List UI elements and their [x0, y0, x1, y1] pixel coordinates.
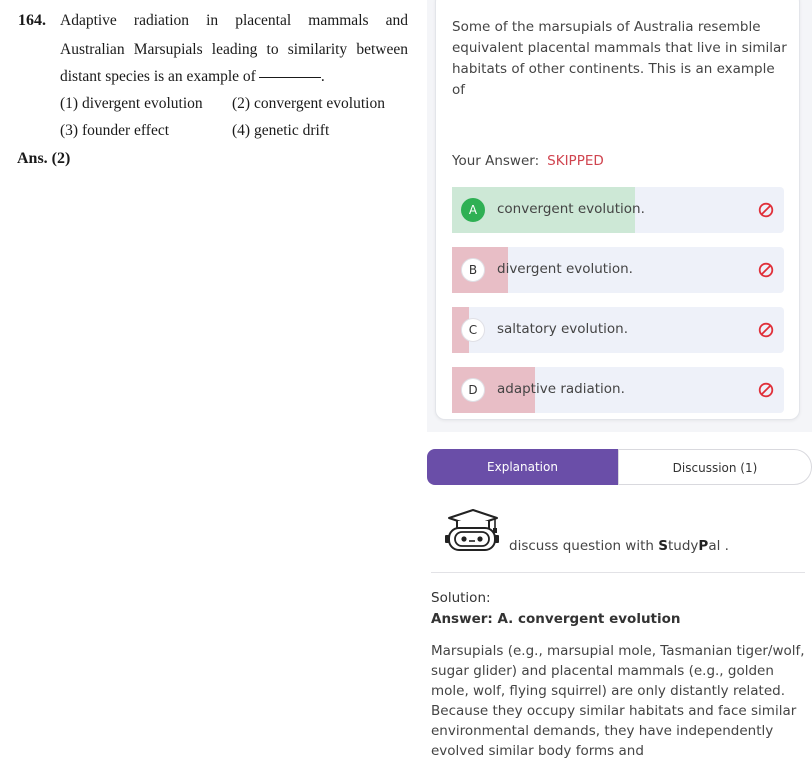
book-question-line-2: Australian Marsupials leading to similarity between [60, 41, 408, 58]
option-a[interactable] [452, 187, 784, 233]
question-number: 164. [18, 12, 46, 29]
ban-icon [758, 202, 774, 218]
book-option-2: (2) convergent evolution [232, 95, 385, 112]
studypal-suffix: . [720, 538, 729, 554]
ban-icon [758, 262, 774, 278]
book-option-1: (1) divergent evolution [60, 95, 203, 112]
tab-discussion[interactable]: Discussion (1) [618, 449, 812, 485]
option-b-letter: B [461, 258, 485, 282]
option-d-letter: D [461, 378, 485, 402]
your-answer-value: SKIPPED [547, 153, 604, 169]
studypal-prefix: discuss question with [509, 538, 659, 554]
option-c-text: saltatory evolution. [497, 321, 629, 337]
book-answer: Ans. (2) [17, 150, 71, 167]
option-d[interactable] [452, 367, 784, 413]
book-option-3: (3) founder effect [60, 122, 170, 139]
question-text: Some of the marsupials of Australia resemble equivalent placental mammals that live in similar habitats of other continents. This is an example of [452, 19, 787, 98]
option-b[interactable] [452, 247, 784, 293]
question-card [435, 0, 800, 420]
option-a-letter: A [461, 198, 485, 222]
your-answer-label: Your Answer: [452, 153, 540, 169]
book-option-4: (4) genetic drift [232, 122, 330, 139]
solution-answer: Answer: A. convergent evolution [431, 611, 681, 627]
studypal-text [509, 538, 729, 554]
your-answer [452, 153, 604, 169]
blank-line [259, 77, 321, 78]
solution-label: Solution: [431, 590, 491, 606]
tab-explanation[interactable]: Explanation [427, 449, 618, 485]
studypal-link[interactable] [443, 504, 803, 562]
ban-icon [758, 382, 774, 398]
option-b-text: divergent evolution. [497, 261, 633, 277]
book-question-line-1: Adaptive radiation in placental mammals and [60, 12, 408, 29]
book-question-line-3-text: distant species is an example of [60, 68, 256, 85]
tab-bar [427, 449, 812, 485]
studypal-brand-tudy: tudy [667, 538, 699, 554]
divider [431, 572, 805, 573]
studypal-brand-al: al [708, 538, 721, 554]
book-question-line-3 [60, 68, 325, 86]
quiz-panel [427, 0, 812, 759]
studypal-brand-p: P [698, 538, 709, 554]
solution-text: Marsupials (e.g., marsupial mole, Tasmanian tiger/wolf, sugar glider) and placental mammals (e.g., golden mole, wolf, flying squirrel) are only distantly related. Because they occupy similar habitats and face similar environmental demands, they have independently evolved similar body forms and [431, 643, 805, 759]
studypal-robot-icon [443, 506, 503, 554]
ban-icon [758, 322, 774, 338]
option-d-text: adaptive radiation. [497, 381, 625, 397]
book-question-line-3-end: . [320, 68, 325, 85]
studypal-brand-s: S [658, 538, 668, 554]
option-c-letter: C [461, 318, 485, 342]
option-a-text: convergent evolution. [497, 201, 645, 217]
option-c[interactable] [452, 307, 784, 353]
